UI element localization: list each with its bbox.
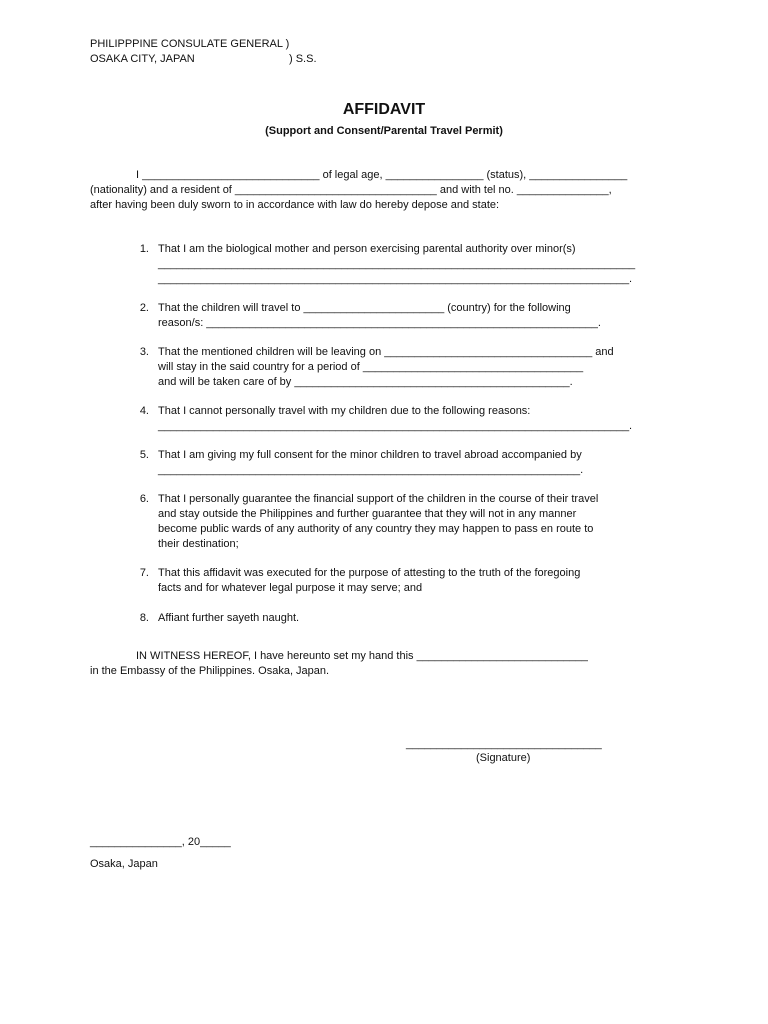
item-6-line: and stay outside the Philippines and further guarantee that they will not in any manner <box>158 508 577 520</box>
item-number: 2. <box>139 302 149 314</box>
document-subtitle: (Support and Consent/Parental Travel Permit) <box>265 125 503 137</box>
item-2-line: reason/s: ________________________________________________________________. <box>158 317 601 329</box>
date-line: _______________, 20_____ <box>90 836 231 848</box>
item-number: 7. <box>139 567 149 579</box>
item-4-line: That I cannot personally travel with my children due to the following reasons: <box>158 405 531 417</box>
item-5-line: _____________________________________________________________________. <box>158 464 584 476</box>
intro-line-1: I _____________________________ of legal age, ________________ (status), ________________ <box>136 169 628 181</box>
witness-clause: IN WITNESS HEREOF, I have hereunto set my hand this ____________________________ <box>136 650 588 662</box>
item-6-line: That I personally guarantee the financial support of the children in the course of their travel <box>158 493 599 505</box>
venue-city: OSAKA CITY, JAPAN <box>90 53 195 65</box>
item-number: 5. <box>139 449 149 461</box>
consulate-header: PHILIPPPINE CONSULATE GENERAL ) <box>90 38 290 50</box>
signature-line: ________________________________ <box>406 738 602 750</box>
item-1-line: ______________________________________________________________________________ <box>158 258 636 270</box>
intro-line-2: (nationality) and a resident of _________________________________ and with tel no. _______________, <box>90 184 612 196</box>
item-number: 4. <box>139 405 149 417</box>
item-3-line: That the mentioned children will be leaving on __________________________________ and <box>158 346 614 358</box>
item-7-line: facts and for whatever legal purpose it may serve; and <box>158 582 423 594</box>
item-3-line: and will be taken care of by _____________________________________________. <box>158 376 573 388</box>
venue-ss-marker: ) S.S. <box>289 53 317 65</box>
item-7-line: That this affidavit was executed for the purpose of attesting to the truth of the foregoing <box>158 567 581 579</box>
item-8-line: Affiant further sayeth naught. <box>158 612 300 624</box>
place-of-execution: Osaka, Japan <box>90 858 158 870</box>
item-number: 6. <box>139 493 149 505</box>
item-number: 1. <box>139 243 149 255</box>
signature-label: (Signature) <box>476 752 531 764</box>
item-1-line: _____________________________________________________________________________. <box>158 273 633 285</box>
item-number: 3. <box>139 346 149 358</box>
document-title: AFFIDAVIT <box>342 101 426 118</box>
item-5-line: That I am giving my full consent for the minor children to travel abroad accompanied by <box>158 449 582 461</box>
witness-location: in the Embassy of the Philippines. Osaka, Japan. <box>90 665 330 677</box>
item-2-line: That the children will travel to _______________________ (country) for the following <box>158 302 571 314</box>
item-3-line: will stay in the said country for a period of ____________________________________ <box>158 361 584 373</box>
item-6-line: become public wards of any authority of any country they may happen to pass en route to <box>158 523 594 535</box>
item-number: 8. <box>139 612 149 624</box>
item-1-line: That I am the biological mother and person exercising parental authority over minor(s) <box>158 243 576 255</box>
intro-line-3: after having been duly sworn to in accordance with law do hereby depose and state: <box>90 199 500 211</box>
item-4-line: _____________________________________________________________________________. <box>158 420 633 432</box>
item-6-line: their destination; <box>158 538 239 550</box>
